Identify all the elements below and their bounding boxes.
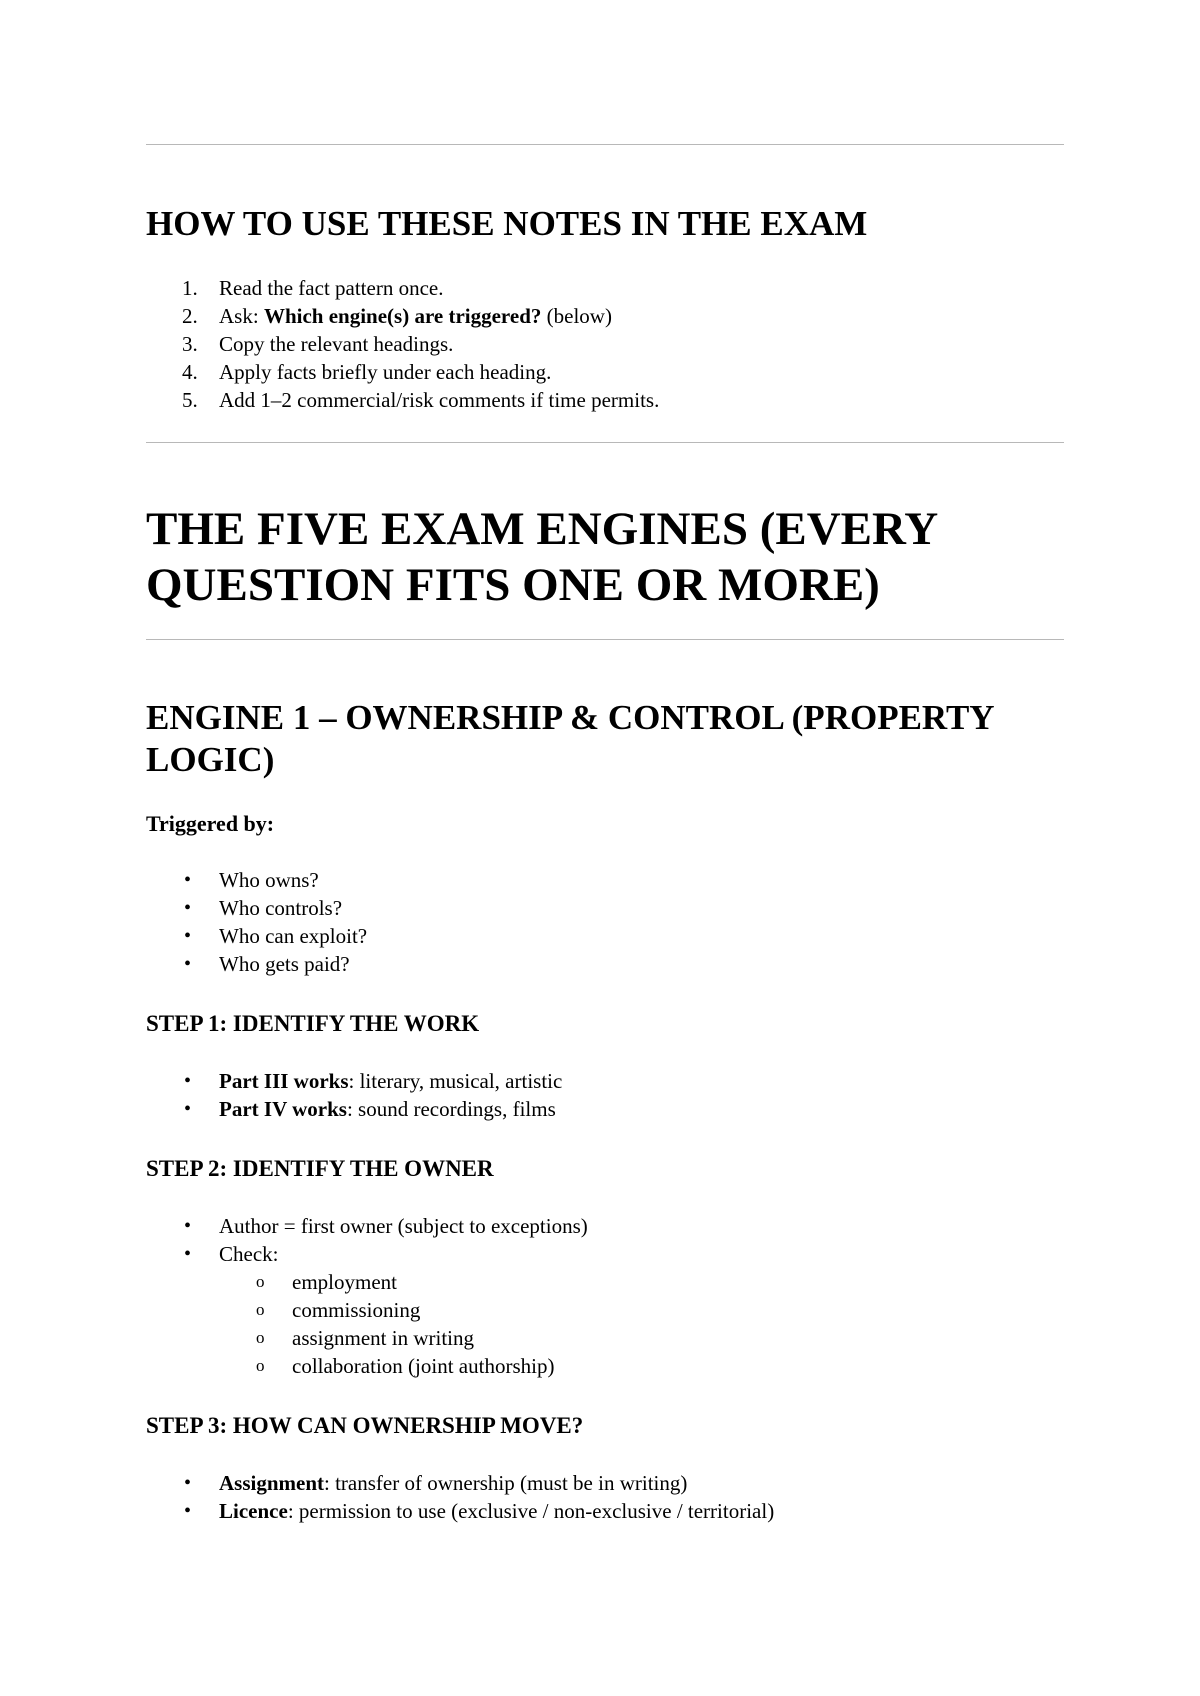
list-item: • Assignment: transfer of ownership (must be in writing) bbox=[184, 1471, 688, 1495]
divider-top bbox=[146, 144, 1064, 145]
how-to-steps bbox=[146, 274, 659, 414]
list-item: 3. Copy the relevant headings. bbox=[182, 332, 454, 356]
sublist-item: o employment bbox=[256, 1270, 397, 1294]
list-item: 4. Apply facts briefly under each heading. bbox=[182, 360, 552, 384]
step3-heading: STEP 3: HOW CAN OWNERSHIP MOVE? bbox=[146, 1413, 584, 1438]
list-item: • Author = first owner (subject to exceptions) bbox=[184, 1214, 588, 1238]
step1-list bbox=[146, 1067, 562, 1123]
divider-middle bbox=[146, 442, 1064, 443]
list-item: • Who gets paid? bbox=[184, 952, 350, 976]
sublist-item: o collaboration (joint authorship) bbox=[256, 1354, 555, 1378]
list-item: • Who owns? bbox=[184, 868, 319, 892]
step1-heading: STEP 1: IDENTIFY THE WORK bbox=[146, 1011, 480, 1036]
triggered-by-label: Triggered by: bbox=[146, 811, 275, 836]
list-item: • Licence: permission to use (exclusive / non-exclusive / territorial) bbox=[184, 1499, 775, 1523]
step3-list bbox=[146, 1469, 774, 1525]
engines-heading: THE FIVE EXAM ENGINES (EVERY QUESTION FITS ONE OR MORE) bbox=[146, 503, 937, 611]
list-item: 5. Add 1–2 commercial/risk comments if time permits. bbox=[182, 388, 660, 412]
divider-lower bbox=[146, 639, 1064, 640]
list-item: • Check: o employment o commissioning o assignment in writing o collaboration (joint authorship) bbox=[146, 1240, 588, 1380]
engine1-heading: ENGINE 1 – OWNERSHIP & CONTROL (PROPERTY LOGIC) bbox=[146, 698, 994, 779]
check-sublist bbox=[146, 1268, 588, 1380]
sublist-item: o assignment in writing bbox=[256, 1326, 474, 1350]
list-item: • Part III works: literary, musical, artistic bbox=[184, 1069, 563, 1093]
list-item: 1. Read the fact pattern once. bbox=[182, 276, 444, 300]
list-item: 2. Ask: Which engine(s) are triggered? (below) bbox=[182, 304, 612, 328]
sublist-item: o commissioning bbox=[256, 1298, 421, 1322]
step2-list bbox=[146, 1212, 588, 1380]
how-to-heading: HOW TO USE THESE NOTES IN THE EXAM bbox=[146, 204, 868, 243]
trigger-list bbox=[146, 866, 367, 978]
list-item: • Part IV works: sound recordings, films bbox=[184, 1097, 556, 1121]
list-item: • Who controls? bbox=[184, 896, 343, 920]
step2-heading: STEP 2: IDENTIFY THE OWNER bbox=[146, 1156, 494, 1181]
list-item: • Who can exploit? bbox=[184, 924, 368, 948]
